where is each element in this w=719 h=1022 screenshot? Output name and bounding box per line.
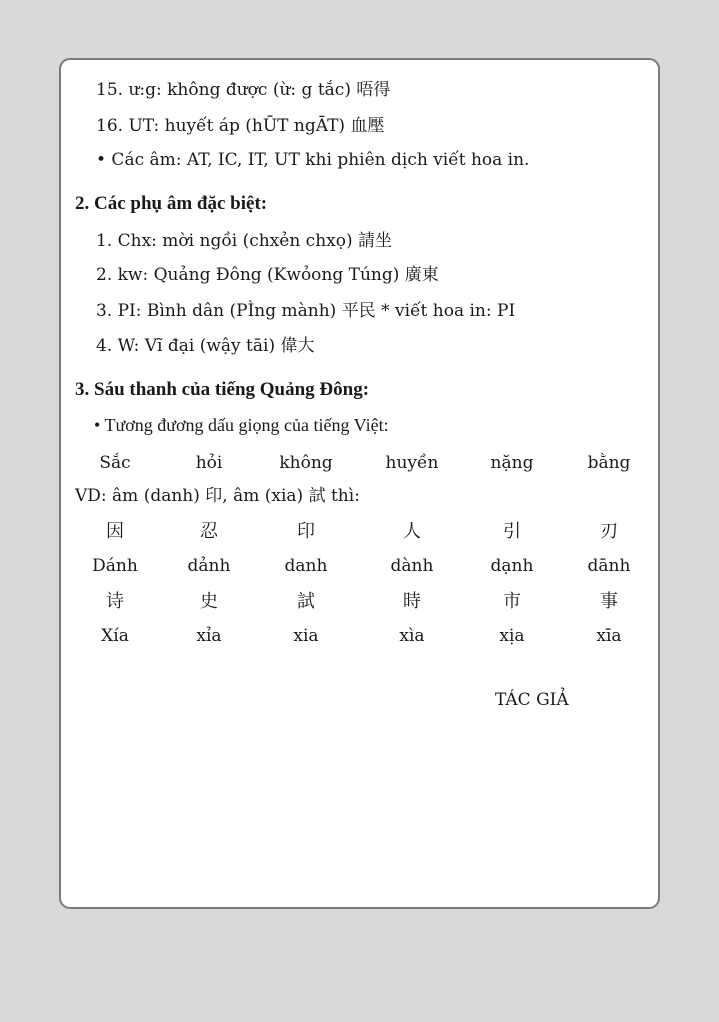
section-2-item-1: 1. Chx: mời ngồi (chxẻn chxọ) 請坐 xyxy=(96,231,392,251)
reading-cell: dạnh xyxy=(490,556,534,576)
char-cell: 市 xyxy=(503,591,521,612)
reading-cell: dảnh xyxy=(187,556,231,576)
section-2-heading: 2. Các phụ âm đặc biệt: xyxy=(75,193,268,214)
item-15: 15. ư:g: không được (ừ: g tắc) 唔得 xyxy=(96,80,391,100)
author-signature: TÁC GIẢ xyxy=(495,690,569,710)
note-line: • Các âm: AT, IC, IT, UT khi phiên dịch viết hoa in. xyxy=(96,150,530,170)
char-cell: 忍 xyxy=(200,521,218,542)
tone-cell: bằng xyxy=(587,453,631,473)
reading-cell: danh xyxy=(284,556,328,576)
tone-cell: huyền xyxy=(385,453,439,473)
char-cell: 印 xyxy=(297,521,315,542)
char-cell: 诗 xyxy=(106,591,124,612)
char-cell: 人 xyxy=(403,521,421,542)
tone-cell: không xyxy=(279,453,333,473)
reading-cell: dānh xyxy=(587,556,631,576)
section-3-heading: 3. Sáu thanh của tiếng Quảng Đông: xyxy=(75,379,370,400)
char-cell: 試 xyxy=(297,591,315,612)
item-16: 16. UT: huyết áp (hŪT ngĀT) 血壓 xyxy=(96,116,385,136)
section-2-item-2: 2. kw: Quảng Đông (Kwỏong Túng) 廣東 xyxy=(96,265,439,285)
char-cell: 引 xyxy=(503,521,521,542)
char-cell: 刃 xyxy=(600,521,618,542)
reading-cell: xịa xyxy=(499,626,525,646)
tone-cell: nặng xyxy=(490,453,534,473)
reading-cell: xỉa xyxy=(196,626,222,646)
section-3-bullet: • Tương đương dấu giọng của tiếng Việt: xyxy=(94,415,389,435)
chars-row-1 xyxy=(61,521,662,545)
section-2-item-4: 4. W: Vĩ đại (wậy tāi) 偉大 xyxy=(96,336,315,356)
reading-cell: Dánh xyxy=(92,556,138,576)
reading-cell: dành xyxy=(390,556,434,576)
reading-cell: xia xyxy=(293,626,319,646)
reading-cell: xīa xyxy=(596,626,622,646)
char-cell: 時 xyxy=(403,591,421,612)
readings-row-2 xyxy=(61,625,662,649)
char-cell: 事 xyxy=(600,591,618,612)
reading-cell: xìa xyxy=(399,626,425,646)
char-cell: 因 xyxy=(106,521,124,542)
document-page xyxy=(59,58,660,909)
chars-row-2 xyxy=(61,591,662,615)
readings-row-1 xyxy=(61,555,662,579)
example-line: VD: âm (danh) 印, âm (xia) 試 thì: xyxy=(75,486,360,506)
section-2-item-3: 3. PI: Bình dân (PÌng mành) 平民 * viết hoa in: PI xyxy=(96,301,516,321)
tone-row xyxy=(61,452,662,476)
reading-cell: Xía xyxy=(101,626,129,646)
tone-cell: Sắc xyxy=(99,453,131,473)
char-cell: 史 xyxy=(200,591,218,612)
tone-cell: hỏi xyxy=(195,453,223,473)
